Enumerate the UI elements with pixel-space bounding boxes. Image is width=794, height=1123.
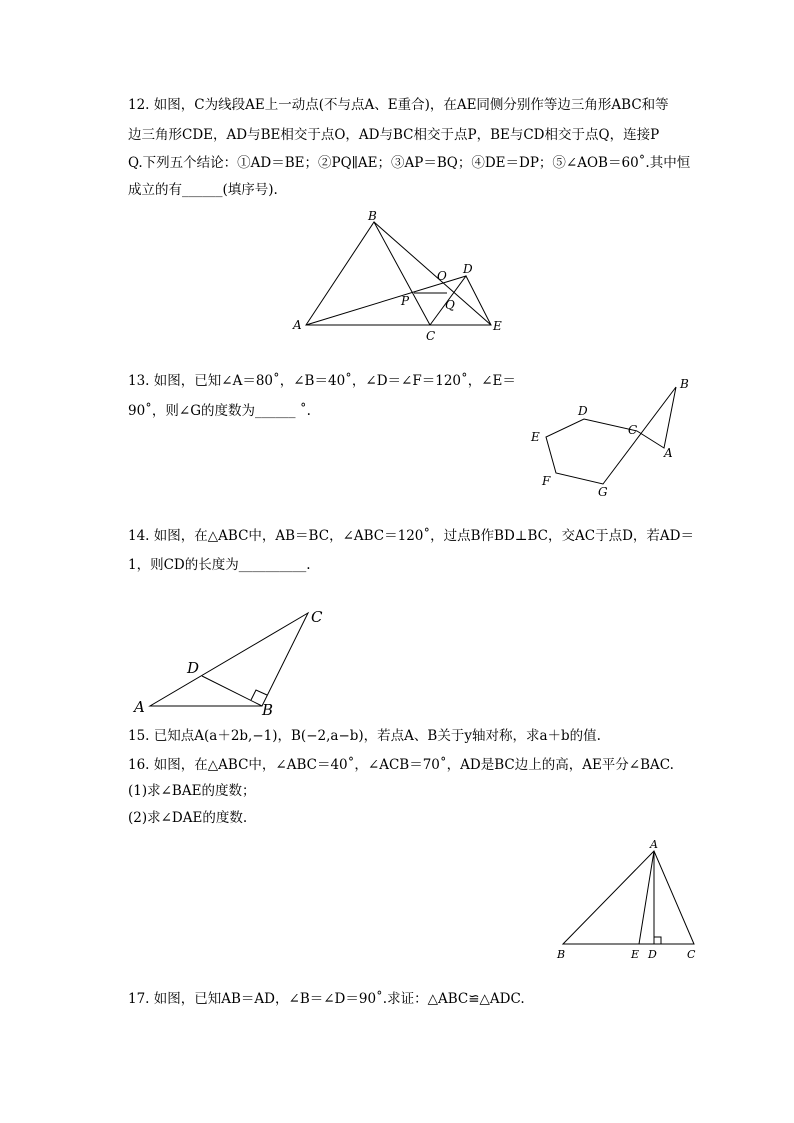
q15-line-1: 15. 已知点A(a＋2b,−1)，B(−2,a−b)，若点A、B关于y轴对称，求a＋b的值. [128,728,601,744]
q12-label-d: D [463,262,473,276]
q13-label-b: B [680,377,689,391]
q12-label-p: P [401,294,410,308]
q16-label-e: E [631,948,640,961]
q13-label-d: D [578,404,588,418]
q13-line-1: 13. 如图，已知∠A＝80˚，∠B＝40˚，∠D＝∠F＝120˚，∠E＝ [128,373,516,389]
q14-label-a: A [134,698,145,716]
q14-label-c: C [311,608,323,626]
q12-label-c: C [426,329,436,343]
q12-label-q: Q [445,298,455,312]
q12-line-2: 边三角形CDE，AD与BE相交于点O，AD与BC相交于点P，BE与CD相交于点Q，连接P [128,127,660,143]
q14-line-2: 1，则CD的长度为__________. [128,557,311,573]
q16-line-1: 16. 如图，在△ABC中，∠ABC＝40˚，∠ACB＝70˚，AD是BC边上的高，AE平分∠BAC. [128,757,674,773]
q16-right-angle [654,937,661,944]
q14-label-b: B [262,701,274,719]
q12-line-4: 成立的有______(填序号). [128,182,278,198]
q12-label-b: B [368,209,377,223]
q12-label-o: O [437,269,447,283]
q16-segment-ae [639,851,654,944]
q12-label-e: E [493,319,502,333]
q13-label-a: A [664,446,673,460]
q12-line-1: 12. 如图，C为线段AE上一动点(不与点A、E重合)，在AE同侧分别作等边三角形ABC和等 [128,97,669,113]
q16-line-3: (2)求∠DAE的度数. [128,810,248,826]
q16-label-d: D [648,948,657,961]
q13-label-f: F [542,474,551,488]
q16-triangle-abc [563,851,694,944]
q13-label-c: C [628,423,638,437]
q14-label-d: D [187,659,200,677]
q17-line-1: 17. 如图，已知AB＝AD，∠B＝∠D＝90˚.求证：△ABC≌△ADC. [128,991,525,1007]
q16-line-2: (1)求∠BAE的度数； [128,783,256,799]
q13-label-g: G [598,485,608,499]
q13-line-2: 90˚，则∠G的度数为______ ˚. [128,403,311,419]
q13-label-e: E [531,430,540,444]
q16-label-c: C [687,948,696,961]
q16-label-a: A [650,838,658,851]
q12-label-a: A [293,318,302,332]
q16-label-b: B [557,948,566,961]
q12-line-3: Q.下列五个结论：①AD＝BE；②PQ∥AE；③AP＝BQ；④DE＝DP；⑤∠AOB＝60˚.其中恒 [128,155,691,171]
q14-line-1: 14. 如图，在△ABC中，AB＝BC，∠ABC＝120˚，过点B作BD⊥BC，交AC于点D，若AD＝ [128,528,694,544]
